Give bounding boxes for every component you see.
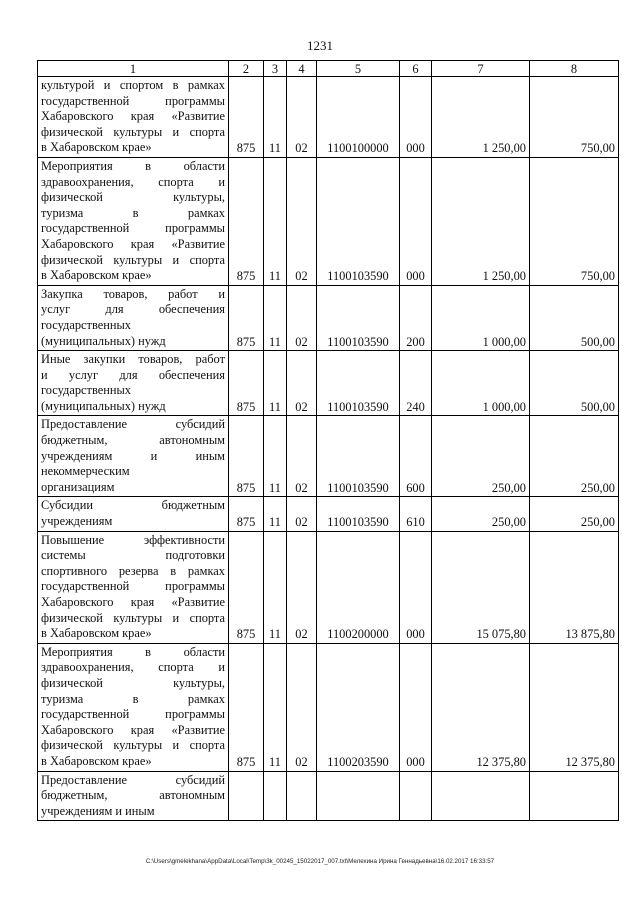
description-line: государственной программы bbox=[41, 579, 225, 594]
description-line: и услуг для обеспечения bbox=[41, 367, 225, 382]
section-cell: 11 bbox=[264, 416, 287, 497]
table-row bbox=[38, 497, 619, 531]
description-line: услуг для обеспечения bbox=[41, 302, 225, 317]
description-line: некоммерческим bbox=[41, 464, 130, 479]
target-article-cell: 1100103590 bbox=[317, 157, 400, 285]
target-article-cell: 1100103590 bbox=[317, 497, 400, 531]
description-line: Мероприятия в области bbox=[41, 644, 225, 659]
description-line: спортивного резерва в рамках bbox=[41, 563, 225, 578]
description-line: государственной программы bbox=[41, 93, 225, 108]
header-cell: 8 bbox=[530, 61, 619, 77]
table-row bbox=[38, 285, 619, 350]
header-cell: 6 bbox=[400, 61, 432, 77]
description-line: туризма в рамках bbox=[41, 691, 225, 706]
description-line: в Хабаровском крае» bbox=[41, 268, 152, 283]
section-code-cell bbox=[229, 771, 264, 821]
section-code-cell: 875 bbox=[229, 531, 264, 643]
amount-year-1-cell: 12 375,80 bbox=[432, 643, 530, 771]
description-line: физической культуры и спорта bbox=[41, 252, 225, 267]
section-cell bbox=[264, 771, 287, 821]
section-code-cell: 875 bbox=[229, 416, 264, 497]
section-cell: 11 bbox=[264, 157, 287, 285]
description-line: Предоставление субсидий bbox=[41, 772, 225, 787]
description-cell bbox=[38, 643, 229, 771]
subsection-cell bbox=[287, 771, 317, 821]
section-code-cell: 875 bbox=[229, 351, 264, 416]
subsection-cell: 02 bbox=[287, 77, 317, 158]
header-cell: 1 bbox=[38, 61, 229, 77]
subsection-cell: 02 bbox=[287, 643, 317, 771]
budget-table bbox=[37, 60, 619, 821]
expense-type-cell: 240 bbox=[400, 351, 432, 416]
target-article-cell: 1100203590 bbox=[317, 643, 400, 771]
description-cell bbox=[38, 285, 229, 350]
amount-year-1-cell: 250,00 bbox=[432, 416, 530, 497]
table-body bbox=[38, 61, 619, 821]
description-line: туризма в рамках bbox=[41, 205, 225, 220]
table-row bbox=[38, 531, 619, 643]
description-line: Предоставление субсидий bbox=[41, 417, 225, 432]
section-cell: 11 bbox=[264, 285, 287, 350]
expense-type-cell: 200 bbox=[400, 285, 432, 350]
target-article-cell: 1100200000 bbox=[317, 531, 400, 643]
description-line: Субсидии бюджетным bbox=[41, 498, 225, 513]
subsection-cell: 02 bbox=[287, 351, 317, 416]
description-line: (муниципальных) нужд bbox=[41, 398, 166, 413]
amount-year-2-cell: 250,00 bbox=[530, 497, 619, 531]
amount-year-1-cell: 1 000,00 bbox=[432, 285, 530, 350]
section-code-cell: 875 bbox=[229, 157, 264, 285]
amount-year-1-cell: 15 075,80 bbox=[432, 531, 530, 643]
subsection-cell: 02 bbox=[287, 157, 317, 285]
amount-year-2-cell: 500,00 bbox=[530, 351, 619, 416]
table-row bbox=[38, 351, 619, 416]
description-line: в Хабаровском крае» bbox=[41, 140, 152, 155]
table-row bbox=[38, 643, 619, 771]
expense-type-cell: 610 bbox=[400, 497, 432, 531]
section-code-cell: 875 bbox=[229, 285, 264, 350]
header-row bbox=[38, 61, 619, 77]
amount-year-1-cell: 1 250,00 bbox=[432, 157, 530, 285]
description-line: Повышение эффективности bbox=[41, 532, 225, 547]
page-number: 1231 bbox=[307, 38, 333, 53]
subsection-cell: 02 bbox=[287, 531, 317, 643]
section-code-cell: 875 bbox=[229, 643, 264, 771]
table-row bbox=[38, 771, 619, 821]
amount-year-1-cell: 250,00 bbox=[432, 497, 530, 531]
description-line: Хабаровского края «Развитие bbox=[41, 236, 225, 251]
table-row bbox=[38, 77, 619, 158]
description-line: Хабаровского края «Развитие bbox=[41, 109, 225, 124]
header-cell: 7 bbox=[432, 61, 530, 77]
description-line: учреждениям и иным bbox=[41, 803, 155, 818]
description-line: физической культуры и спорта bbox=[41, 738, 225, 753]
amount-year-1-cell: 1 250,00 bbox=[432, 77, 530, 158]
description-line: физической культуры, bbox=[41, 675, 225, 690]
description-line: бюджетным, автономным bbox=[41, 433, 225, 448]
section-code-cell: 875 bbox=[229, 77, 264, 158]
target-article-cell: 1100103590 bbox=[317, 285, 400, 350]
table-row bbox=[38, 416, 619, 497]
amount-year-2-cell bbox=[530, 771, 619, 821]
table-row bbox=[38, 157, 619, 285]
amount-year-1-cell: 1 000,00 bbox=[432, 351, 530, 416]
amount-year-2-cell: 13 875,80 bbox=[530, 531, 619, 643]
description-line: организациям bbox=[41, 479, 115, 494]
description-line: физической культуры, bbox=[41, 190, 225, 205]
description-cell bbox=[38, 531, 229, 643]
header-cell: 5 bbox=[317, 61, 400, 77]
description-line: здравоохранения, спорта и bbox=[41, 660, 225, 675]
amount-year-2-cell: 250,00 bbox=[530, 416, 619, 497]
description-line: Хабаровского края «Развитие bbox=[41, 722, 225, 737]
expense-type-cell: 000 bbox=[400, 531, 432, 643]
description-line: бюджетным, автономным bbox=[41, 788, 225, 803]
description-line: (муниципальных) нужд bbox=[41, 333, 166, 348]
file-path-footer: C:\Users\gmelekhana\AppData\Local\Temp\3k_00245_15022017_007.txt\Мелехина Ирина Геннадьевна\16.02.2017 16:33:57 bbox=[145, 858, 495, 865]
description-line: в Хабаровском крае» bbox=[41, 626, 152, 641]
description-cell bbox=[38, 416, 229, 497]
description-line: здравоохранения, спорта и bbox=[41, 174, 225, 189]
description-line: Мероприятия в области bbox=[41, 158, 225, 173]
subsection-cell: 02 bbox=[287, 416, 317, 497]
description-line: учреждениям и иным bbox=[41, 448, 225, 463]
description-cell bbox=[38, 157, 229, 285]
description-line: государственных bbox=[41, 317, 132, 332]
target-article-cell: 1100103590 bbox=[317, 351, 400, 416]
header-cell: 3 bbox=[264, 61, 287, 77]
section-cell: 11 bbox=[264, 531, 287, 643]
section-cell: 11 bbox=[264, 497, 287, 531]
description-line: государственной программы bbox=[41, 707, 225, 722]
header-cell: 4 bbox=[287, 61, 317, 77]
target-article-cell: 1100103590 bbox=[317, 416, 400, 497]
description-cell bbox=[38, 497, 229, 531]
description-line: учреждениям bbox=[41, 514, 113, 529]
description-cell bbox=[38, 771, 229, 821]
description-line: системы подготовки bbox=[41, 548, 225, 563]
description-line: Иные закупки товаров, работ bbox=[41, 352, 225, 367]
section-code-cell: 875 bbox=[229, 497, 264, 531]
description-cell bbox=[38, 77, 229, 158]
amount-year-2-cell: 750,00 bbox=[530, 77, 619, 158]
description-line: государственных bbox=[41, 383, 132, 398]
expense-type-cell: 000 bbox=[400, 157, 432, 285]
expense-type-cell: 000 bbox=[400, 643, 432, 771]
description-line: государственной программы bbox=[41, 221, 225, 236]
section-cell: 11 bbox=[264, 351, 287, 416]
subsection-cell: 02 bbox=[287, 285, 317, 350]
amount-year-1-cell bbox=[432, 771, 530, 821]
section-cell: 11 bbox=[264, 643, 287, 771]
description-line: культурой и спортом в рамках bbox=[41, 78, 225, 92]
description-line: Хабаровского края «Развитие bbox=[41, 595, 225, 609]
description-line: Закупка товаров, работ и bbox=[41, 286, 225, 301]
target-article-cell: 1100100000 bbox=[317, 77, 400, 158]
amount-year-2-cell: 500,00 bbox=[530, 285, 619, 350]
subsection-cell: 02 bbox=[287, 497, 317, 531]
description-line: в Хабаровском крае» bbox=[41, 753, 152, 768]
description-line: физической культуры и спорта bbox=[41, 124, 225, 139]
amount-year-2-cell: 12 375,80 bbox=[530, 643, 619, 771]
expense-type-cell: 000 bbox=[400, 77, 432, 158]
header-cell: 2 bbox=[229, 61, 264, 77]
section-cell: 11 bbox=[264, 77, 287, 158]
expense-type-cell bbox=[400, 771, 432, 821]
target-article-cell bbox=[317, 771, 400, 821]
description-cell bbox=[38, 351, 229, 416]
expense-type-cell: 600 bbox=[400, 416, 432, 497]
description-line: физической культуры и спорта bbox=[41, 610, 225, 625]
amount-year-2-cell: 750,00 bbox=[530, 157, 619, 285]
